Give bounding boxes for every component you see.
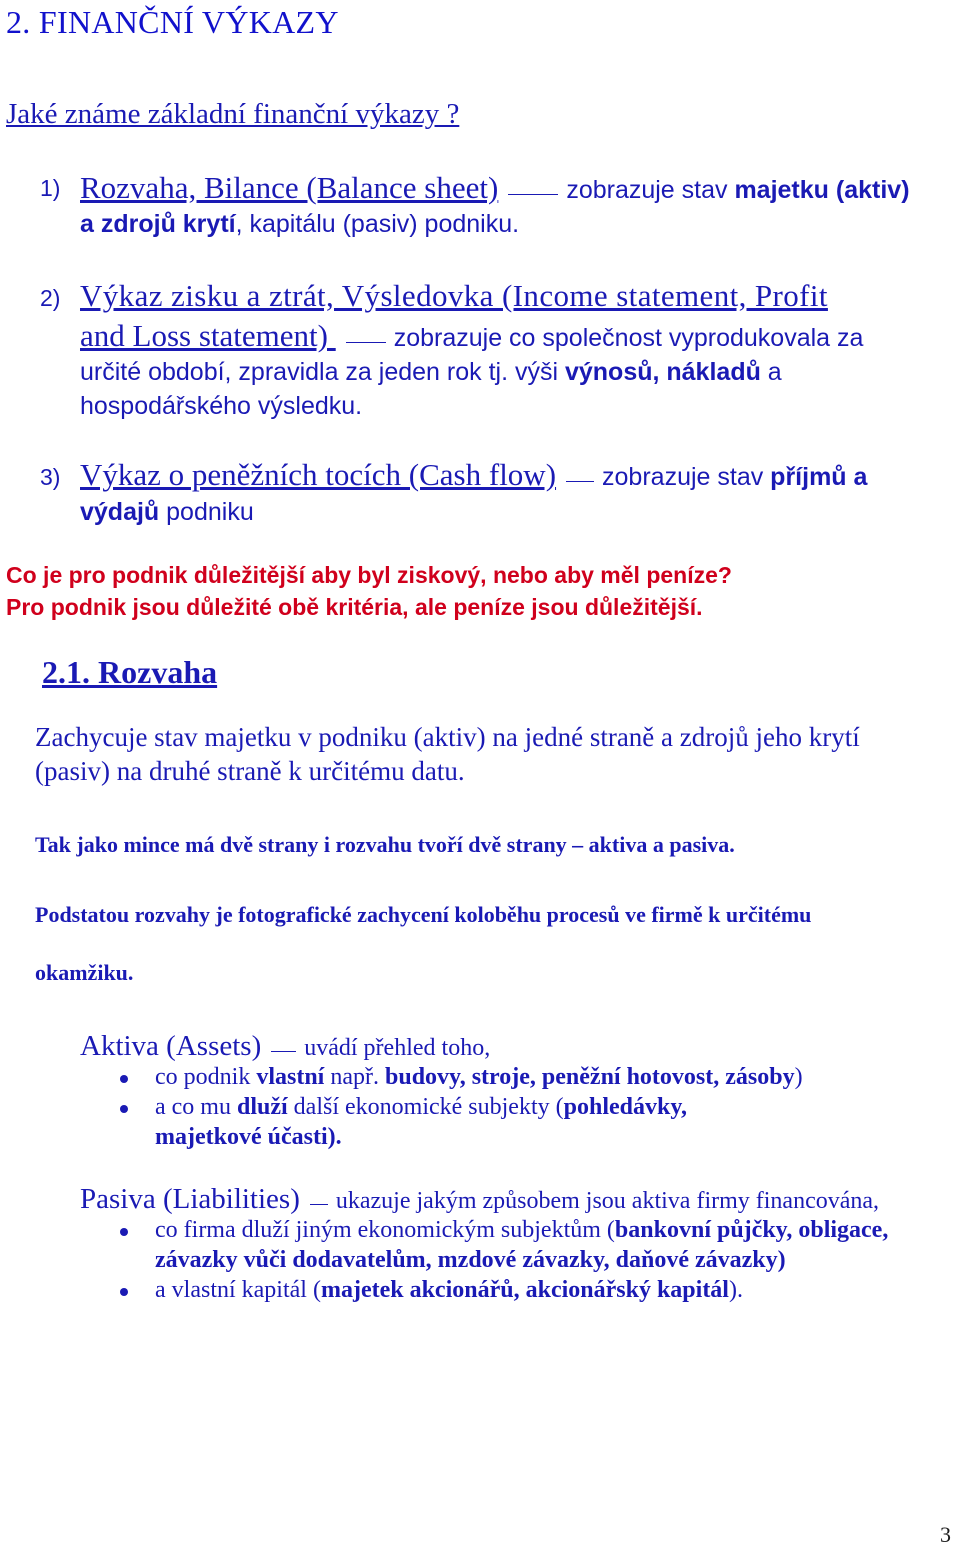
section-title: 2.1. Rozvaha (42, 654, 218, 690)
pasiva-bullet-2 (155, 1277, 743, 1304)
question-heading: Jaké známe základní finanční výkazy ? (6, 98, 460, 130)
bullet-icon (120, 1288, 128, 1296)
item-3-line-2 (80, 498, 254, 527)
page-number: 3 (940, 1522, 951, 1547)
bullet-icon (120, 1075, 128, 1083)
pasiva-heading (80, 1183, 879, 1216)
bold-text: majetek akcionářů, akcionářský kapitál (320, 1277, 729, 1303)
item-2-bold-3: výnosů, nákladů (564, 358, 761, 386)
item-3-bold-2: výdajů (80, 498, 160, 526)
bold-text: dluží (236, 1094, 288, 1120)
item-1-text: zobrazuje stav (566, 176, 735, 204)
item-number: 2) (40, 285, 61, 311)
item-2-text-3: určité období, zpravidla za jeden rok tj. výši (80, 358, 565, 386)
text: např. (324, 1064, 385, 1090)
para-3-line-2: okamžiku. (35, 960, 134, 985)
pasiva-bullet-1 (155, 1217, 888, 1244)
item-number: 3) (40, 464, 61, 490)
item-2-line-2 (80, 318, 863, 354)
item-2-line-3 (80, 358, 782, 387)
item-1-line-2 (80, 210, 519, 239)
aktiva-intro: uvádí přehled toho, (304, 1035, 491, 1061)
item-1-bold: majetku (aktiv) (734, 176, 910, 204)
text: a vlastní kapitál ( (155, 1277, 321, 1303)
aktiva-title: Aktiva (Assets) (80, 1030, 262, 1062)
item-2-title-line-1: Výkaz zisku a ztrát, Výsledovka (Income statement, Profit (80, 278, 828, 313)
bullet-icon (120, 1228, 128, 1236)
item-1-line-1 (80, 170, 910, 206)
dash (566, 481, 594, 482)
item-3-line-1 (80, 457, 867, 493)
pasiva-bullet-1-line-2: závazky vůči dodavatelům, mzdové závazky, daňové závazky) (155, 1247, 786, 1273)
aktiva-bullet-2 (155, 1094, 687, 1121)
item-2-title-line-2: and Loss statement) (80, 318, 336, 353)
para-1-line-1: Zachycuje stav majetku v podniku (aktiv) na jedné straně a zdrojů jeho krytí (35, 722, 860, 752)
bullet-icon (120, 1105, 128, 1113)
bold-text: budovy, stroje, peněžní hotovost, zásoby (385, 1064, 795, 1090)
text: co firma dluží jiným ekonomickým subjektům ( (155, 1217, 615, 1243)
list-item-3 (40, 464, 60, 491)
item-2-line-4: hospodářského výsledku. (80, 392, 363, 420)
text: další ekonomické subjekty ( (287, 1094, 564, 1120)
pasiva-title: Pasiva (Liabilities) (80, 1183, 300, 1215)
item-3-text: zobrazuje stav (602, 463, 771, 491)
text: a co mu (155, 1094, 237, 1120)
item-1-bold-2: a zdrojů krytí (80, 210, 236, 238)
dash (346, 342, 386, 343)
text: ). (728, 1277, 743, 1303)
dash (271, 1051, 296, 1052)
text: co podnik (155, 1064, 257, 1090)
item-3-text-2: podniku (159, 498, 254, 526)
bold-text: pohledávky, (563, 1094, 688, 1120)
aktiva-bullet-2-line-2: majetkové účasti). (155, 1124, 342, 1150)
item-3-bold: příjmů a (770, 463, 868, 491)
bold-text: bankovní půjčky, obligace, (614, 1217, 889, 1243)
red-answer: Pro podnik jsou důležité obě kritéria, ale peníze jsou důležitější. (6, 594, 703, 620)
item-number: 1) (40, 175, 61, 201)
list-item-2 (40, 285, 60, 312)
item-1-title: Rozvaha, Bilance (Balance sheet) (80, 170, 499, 205)
aktiva-bullet-1 (155, 1064, 803, 1091)
red-question: Co je pro podnik důležitější aby byl ziskový, nebo aby měl peníze? (6, 562, 732, 588)
aktiva-heading (80, 1030, 490, 1063)
para-2: Tak jako mince má dvě strany i rozvahu tvoří dvě strany – aktiva a pasiva. (35, 832, 735, 857)
page-heading: 2. FINANČNÍ VÝKAZY (6, 4, 339, 40)
list-item-1 (40, 175, 60, 202)
item-2-end-3: a (760, 358, 782, 386)
dash (508, 194, 558, 195)
dash (310, 1204, 328, 1205)
pasiva-intro: ukazuje jakým způsobem jsou aktiva firmy financována, (335, 1188, 880, 1214)
item-2-text: zobrazuje co společnost vyprodukovala za (393, 324, 864, 352)
para-3-line-1: Podstatou rozvahy je fotografické zachycení koloběhu procesů ve firmě k určitému (35, 902, 812, 927)
bold-text: vlastní (256, 1064, 325, 1090)
item-1-text-2: , kapitálu (pasiv) podniku. (235, 210, 520, 238)
text: ) (794, 1064, 803, 1090)
item-3-title: Výkaz o peněžních tocích (Cash flow) (80, 457, 557, 492)
para-1-line-2: (pasiv) na druhé straně k určitému datu. (35, 756, 465, 786)
